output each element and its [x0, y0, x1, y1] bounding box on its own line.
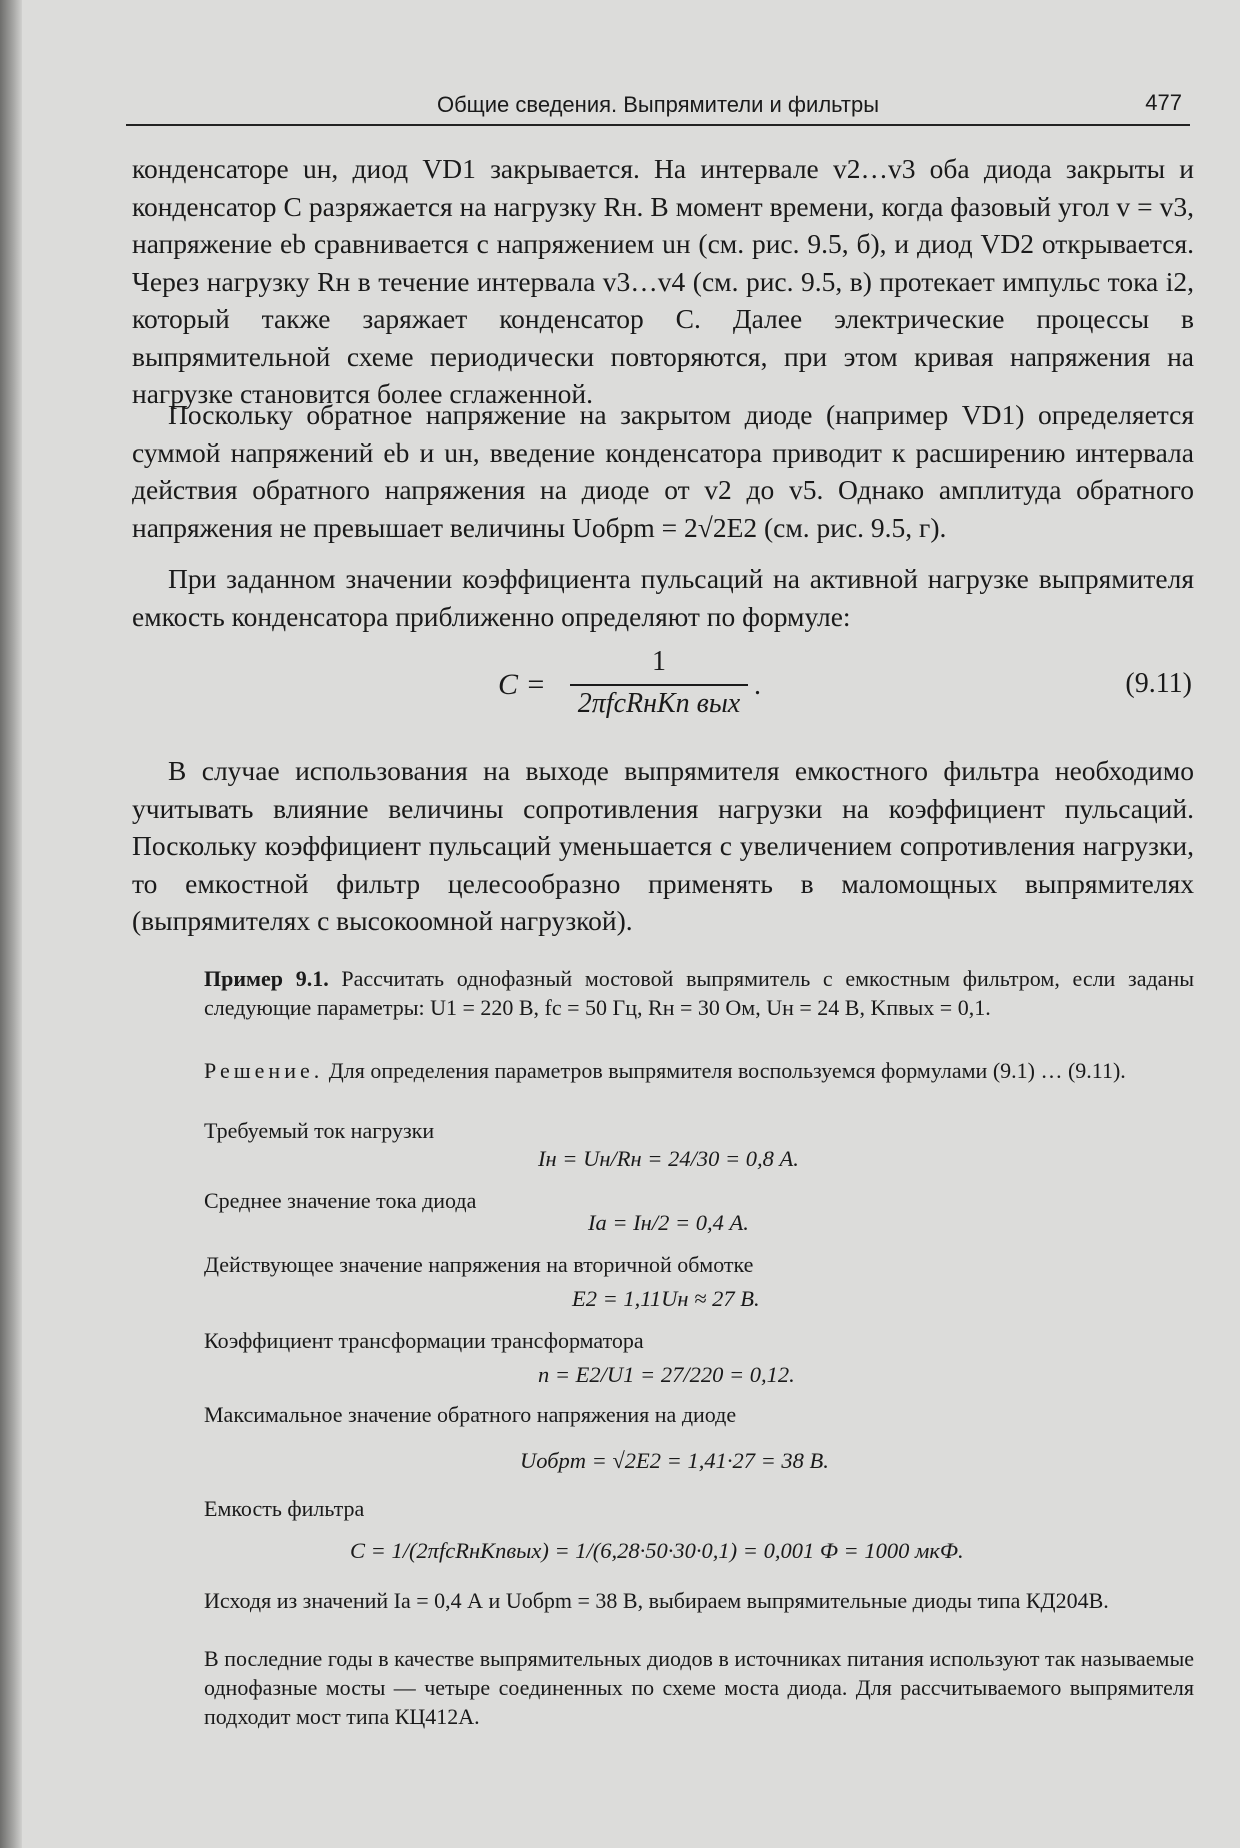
- book-spine: [0, 0, 22, 1848]
- example-paragraph: [204, 964, 1194, 1022]
- paragraph-4: В случае использования на выходе выпрямителя емкостного фильтра необходимо учитывать влияние величины сопротивления нагрузки на коэффициент пульсаций. Поскольку коэффициент пульсаций уменьшается с увеличением сопротивления нагрузки, то емкостной фильтр целесообразно применять в маломощных выпрямителях (выпрямителях с высокоомной нагрузкой).: [132, 755, 1194, 936]
- formula-9-11: [22, 646, 1240, 736]
- step-1-label: Требуемый ток нагрузки: [204, 1118, 435, 1143]
- equation-number: (9.11): [1125, 668, 1192, 699]
- step-2-formula: Ia = Iн/2 = 0,4 А.: [588, 1210, 749, 1235]
- step-4-formula: n = E2/U1 = 27/220 = 0,12.: [538, 1362, 795, 1387]
- paragraph-3: При заданном значении коэффициента пульсаций на активной нагрузке выпрямителя емкость конденсатора приближенно определяют по формуле:: [132, 563, 1194, 632]
- step-5-label: Максимальное значение обратного напряжения на диоде: [204, 1402, 737, 1427]
- step-6-label: Емкость фильтра: [204, 1496, 365, 1521]
- step-2-label: Среднее значение тока диода: [204, 1188, 477, 1213]
- example-heading: Пример 9.1.: [204, 966, 329, 991]
- running-title: Общие сведения. Выпрямители и фильтры: [436, 92, 880, 117]
- formula-numerator: 1: [652, 646, 666, 677]
- solution-label: Решение.: [204, 1058, 324, 1083]
- book-page: [22, 0, 1240, 1848]
- formula-denominator: 2πfсRнKп вых: [577, 688, 741, 719]
- formula-fraction: [570, 646, 748, 720]
- step-4-label: Коэффициент трансформации трансформатора: [204, 1328, 644, 1353]
- conclusion-paragraph: Исходя из значений Ia = 0,4 А и Uобрm = 38 В, выбираем выпрямительные диоды типа КД204В.: [204, 1588, 1109, 1613]
- step-1-formula: Iн = Uн/Rн = 24/30 = 0,8 А.: [538, 1146, 799, 1171]
- example-text: Рассчитать однофазный мостовой выпрямитель с емкостным фильтром, если заданы следующие параметры: U1 = 220 В, fc = 50 Гц, Rн = 30 Ом, Uн = 24 В, Kпвых = 0,1.: [204, 966, 1194, 1020]
- solution-text: Для определения параметров выпрямителя воспользуемся формулами (9.1) … (9.11).: [328, 1058, 1126, 1083]
- step-3-label: Действующее значение напряжения на вторичной обмотке: [204, 1252, 754, 1277]
- page-number: 477: [1145, 90, 1182, 115]
- solution-paragraph: [204, 1056, 1194, 1085]
- step-5-formula: Uобрm = √2E2 = 1,41·27 = 38 В.: [520, 1448, 829, 1473]
- running-header: [126, 88, 1190, 126]
- paragraph-2: Поскольку обратное напряжение на закрытом диоде (например VD1) определяется суммой напряжений eb и uн, введение конденсатора приводит к расширению интервала действия обратного напряжения на диоде от v2 до v5. Однако амплитуда обратного напряжения не превышает величины Uобрm = 2√2E2 (см. рис. 9.5, г).: [132, 399, 1194, 543]
- formula-dot: .: [754, 670, 761, 701]
- step-6-formula: C = 1/(2πfсRнKпвых) = 1/(6,28·50·30·0,1) = 0,001 Ф = 1000 мкФ.: [350, 1538, 964, 1563]
- formula-lhs: C =: [498, 668, 546, 701]
- paragraph-1: конденсаторе uн, диод VD1 закрывается. На интервале v2…v3 оба диода закрыты и конденсатор C разряжается на нагрузку Rн. В момент времени, когда фазовый угол v = v3, напряжение eb сравнивается с напряжением uн (см. рис. 9.5, б), и диод VD2 открывается. Через нагрузку Rн в течение интервала v3…v4 (см. рис. 9.5, в) протекает импульс тока i2, который также заряжает конденсатор C. Далее электрические процессы в выпрямительной схеме периодически повторяются, при этом кривая напряжения на нагрузке становится более сглаженной.: [132, 153, 1194, 409]
- step-3-formula: E2 = 1,11Uн ≈ 27 В.: [572, 1286, 760, 1311]
- last-paragraph: В последние годы в качестве выпрямительных диодов в источниках питания используют так называемые однофазные мосты — четыре соединенных по схеме моста диода. Для рассчитываемого выпрямителя подходит мост типа КЦ412А.: [204, 1646, 1194, 1729]
